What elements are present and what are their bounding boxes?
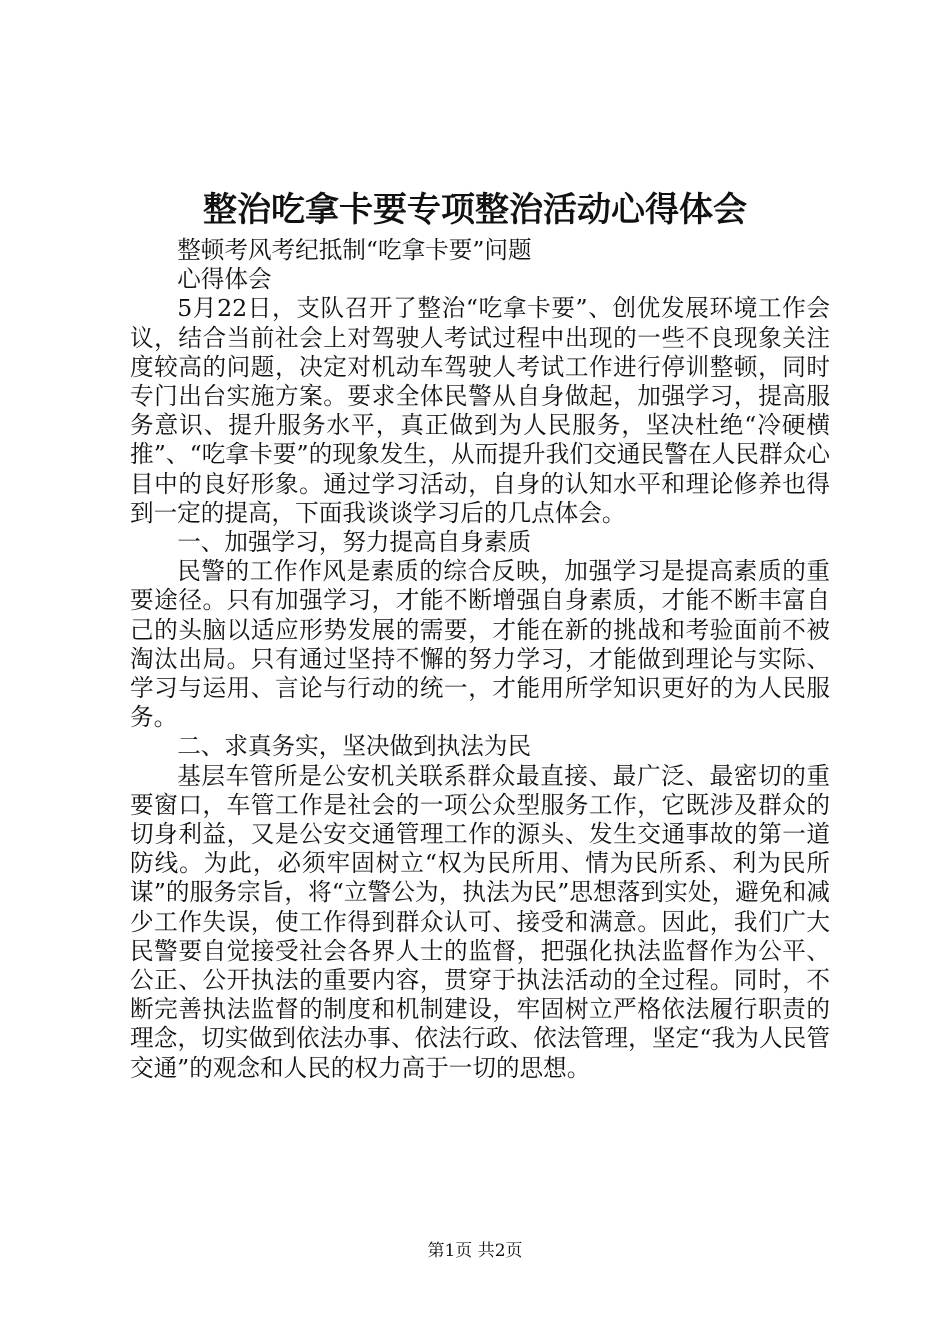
section-heading: 一、加强学习，努力提高自身素质 bbox=[177, 528, 532, 557]
section-heading: 二、求真务实，坚决做到执法为民 bbox=[177, 732, 532, 761]
body-paragraph: 5月22日，支队召开了整治“吃拿卡要”、创优发展环境工作会议，结合当前社会上对驾驶人考试过程中出现的一些不良现象关注度较高的问题，决定对机动车驾驶人考试工作进行停训整顿，同时专门出台实施方案。要求全体民警从自身做起，加强学习，提高服务意识、提升服务水平，真正做到为人民服务，坚决杜绝“冷硬横推”、“吃拿卡要”的现象发生，从而提升我们交通民警在人民群众心目中的良好形象。通过学习活动，自身的认知水平和理论修养也得到一定的提高，下面我谈谈学习后的几点体会。 bbox=[130, 294, 830, 527]
subtitle-line: 心得体会 bbox=[177, 265, 272, 294]
page-number: 第1页 共2页 bbox=[427, 1241, 523, 1261]
body-paragraph: 基层车管所是公安机关联系群众最直接、最广泛、最密切的重要窗口，车管工作是社会的一项公众型服务工作，它既涉及群众的切身利益，又是公安交通管理工作的源头、发生交通事故的第一道防线。为此，必须牢固树立“权为民所用、情为民所系、利为民所谋”的服务宗旨，将“立警公为，执法为民”思想落到实处，避免和减少工作失误，使工作得到群众认可、接受和满意。因此，我们广大民警要自觉接受社会各界人士的监督，把强化执法监督作为公平、公正、公开执法的重要内容，贯穿于执法活动的全过程。同时，不断完善执法监督的制度和机制建设，牢固树立严格依法履行职责的理念，切实做到依法办事、依法行政、依法管理，坚定“我为人民管交通”的观念和人民的权力高于一切的思想。 bbox=[130, 761, 830, 1082]
body-paragraph: 民警的工作作风是素质的综合反映，加强学习是提高素质的重要途径。只有加强学习，才能不断增强自身素质，才能不断丰富自己的头脑以适应形势发展的需要，才能在新的挑战和考验面前不被淘汰出局。只有通过坚持不懈的努力学习，才能做到理论与实际、学习与运用、言论与行动的统一，才能用所学知识更好的为人民服务。 bbox=[130, 557, 830, 732]
document-body bbox=[130, 236, 830, 1083]
subtitle-line: 整顿考风考纪抵制“吃拿卡要”问题 bbox=[177, 236, 532, 264]
document-title: 整治吃拿卡要专项整治活动心得体会 bbox=[203, 190, 747, 230]
